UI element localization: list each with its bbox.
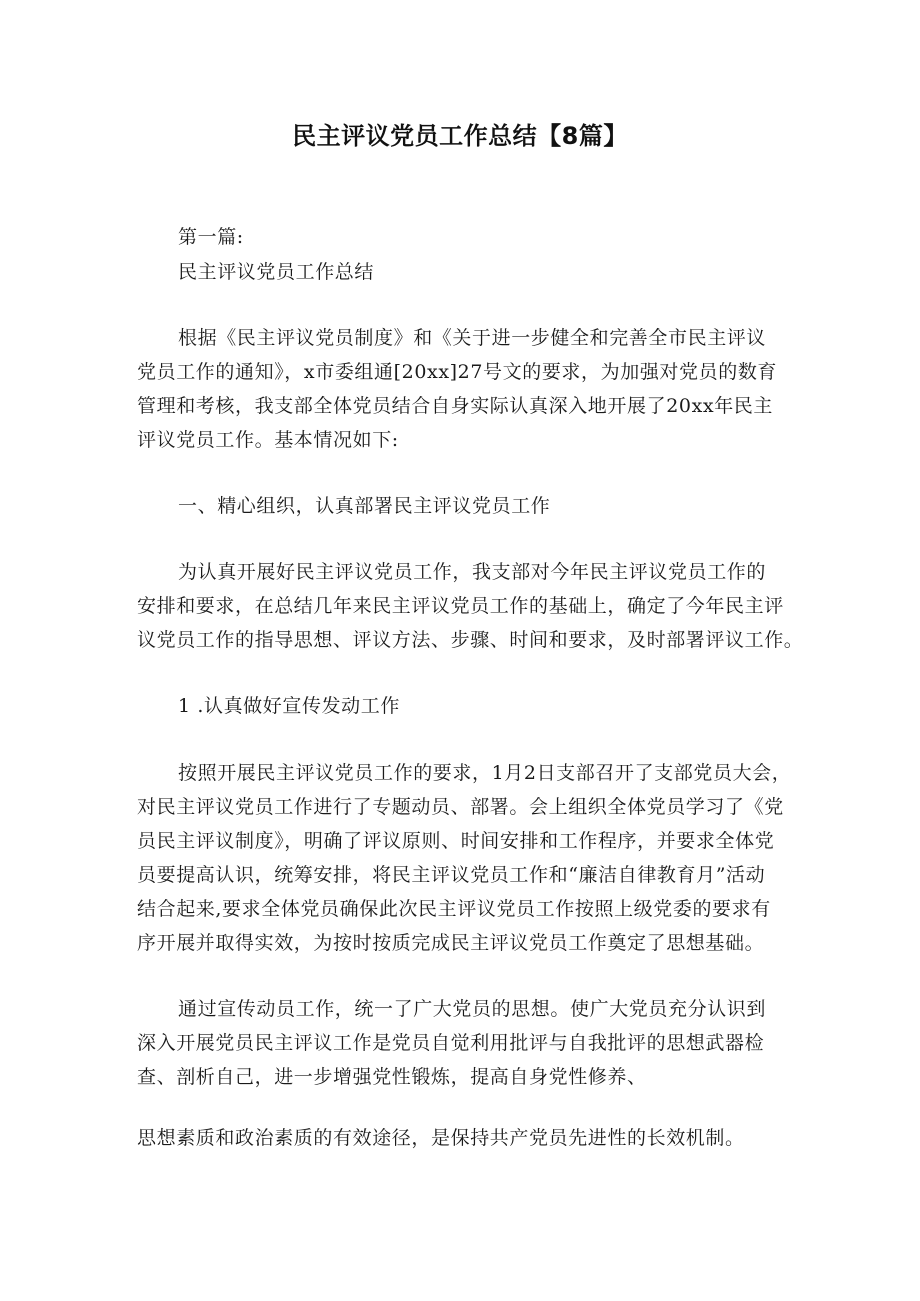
- section-label: 第一篇:: [178, 226, 244, 248]
- paragraph-line: 根据《民主评议党员制度》和《关于进一步健全和完善全市民主评议: [178, 327, 767, 349]
- paragraph-line: 思想素质和政治素质的有效途径，是保持共产党员先进性的长效机制。: [137, 1127, 745, 1149]
- document-title: 民主评议党员工作总结【8篇】: [292, 122, 628, 150]
- paragraph-line: 员要提高认识，统筹安排，将民主评议党员工作和“廉洁自律教育月”活动: [137, 864, 766, 886]
- paragraph-line: 为认真开展好民主评议党员工作，我支部对今年民主评议党员工作的: [178, 561, 767, 583]
- paragraph-line: 按照开展民主评议党员工作的要求，1月2日支部召开了支部党员大会，: [178, 762, 792, 784]
- subsection-heading: 1 .认真做好宣传发动工作: [178, 695, 400, 717]
- paragraph-line: 议党员工作的指导思想、评议方法、步骤、时间和要求，及时部署评议工作。: [137, 629, 804, 651]
- paragraph-line: 深入开展党员民主评议工作是党员自觉利用批评与自我批评的思想武器检: [137, 1032, 765, 1054]
- paragraph-line: 员民主评议制度》，明确了评议原则、时间安排和工作程序，并要求全体党: [137, 830, 775, 852]
- paragraph-line: 管理和考核，我支部全体党员结合自身实际认真深入地开展了20xx年民主: [137, 395, 774, 417]
- paragraph-line: 安排和要求，在总结几年来民主评议党员工作的基础上，确定了今年民主评: [137, 595, 784, 617]
- paragraph-line: 党员工作的通知》，x市委组通[20xx]27号文的要求，为加强对党员的数育: [137, 361, 778, 383]
- paragraph-line: 对民主评议党员工作进行了专题动员、部署。会上组织全体党员学习了《党: [137, 796, 784, 818]
- paragraph-line: 通过宣传动员工作，统一了广大党员的思想。使广大党员充分认识到: [178, 998, 767, 1020]
- section-title: 民主评议党员工作总结: [178, 261, 375, 283]
- paragraph-line: 评议党员工作。基本情况如下:: [137, 429, 399, 451]
- paragraph-line: 序开展并取得实效，为按时按质完成民主评议党员工作奠定了思想基础。: [137, 932, 765, 954]
- section-heading: 一、精心组织，认真部署民主评议党员工作: [178, 495, 551, 517]
- paragraph-line: 结合起来,要求全体党员确保此次民主评议党员工作按照上级党委的要求有: [137, 898, 771, 920]
- paragraph-line: 查、剖析自己，进一步增强党性锻炼，提高自身党性修养、: [137, 1066, 647, 1088]
